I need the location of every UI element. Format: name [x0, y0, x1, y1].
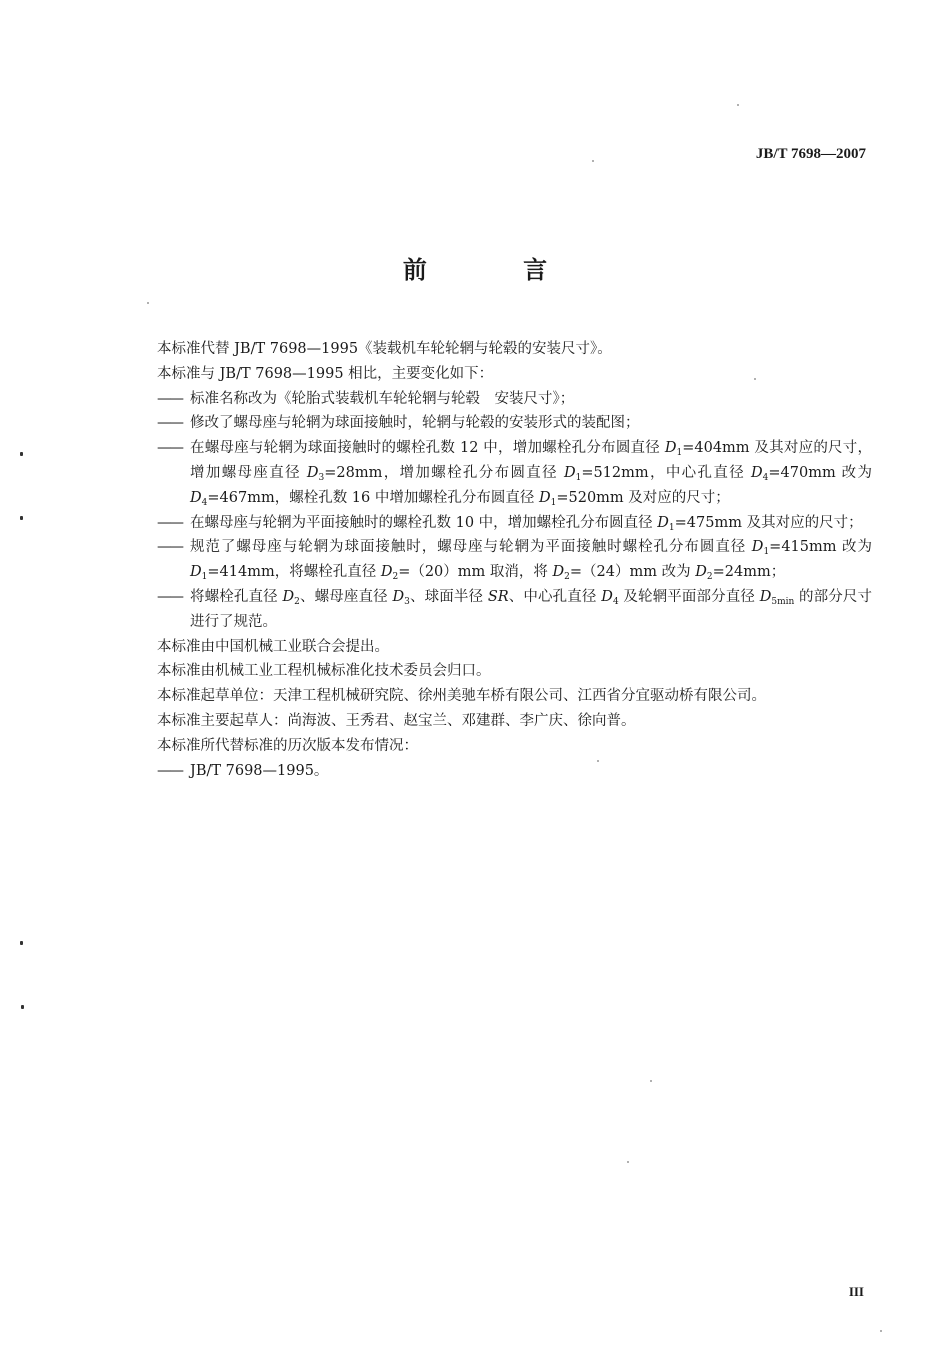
paragraph-drafters: 本标准主要起草人：尚海波、王秀君、赵宝兰、邓建群、李广庆、徐向普。 [157, 712, 636, 729]
history-item: —— JB/T 7698—1995。 [157, 759, 872, 784]
page-number: III [848, 1284, 864, 1299]
paragraph-replaces: 本标准代替 JB/T 7698—1995《装载机车轮轮辋与轮毂的安装尺寸》。 [157, 341, 612, 357]
standard-code: JB/T 7698—2007 [755, 146, 866, 162]
paragraph-committee: 本标准由机械工业工程机械标准化技术委员会归口。 [157, 663, 491, 680]
scan-speck [737, 104, 739, 106]
change-item-spherical-12: —— 在螺母座与轮辋为球面接触时的螺栓孔数 12 中，增加螺栓孔分布圆直径 $D_1=404mm$ 及其对应的尺寸，增加螺母座直径 $D_3=28mm$，增加螺栓孔分布圆直径 $D_1=512mm$，中心孔直径 $D_4=470mm$ 改为 $D_4=467mm$，螺栓孔数 16 中增加螺栓孔分布圆直径 $D_1=520mm$ 及对应的尺寸； [157, 436, 872, 510]
scan-speck [20, 516, 23, 520]
dash-bullet [157, 411, 182, 436]
scan-speck [754, 378, 756, 380]
dash-bullet [157, 535, 182, 560]
paragraph-drafting-units: 本标准起草单位：天津工程机械研究院、徐州美驰车桥有限公司、江西省分宜驱动桥有限公司。 [157, 688, 766, 705]
page-title: 前 言 [402, 255, 592, 284]
scan-speck [592, 160, 594, 162]
dash-bullet [157, 759, 182, 784]
scan-speck [627, 1161, 629, 1163]
foreword-body [157, 337, 872, 783]
dash-bullet [157, 436, 182, 461]
dash-bullet [157, 387, 182, 412]
scan-speck [20, 941, 23, 945]
paragraph-changes-intro: 本标准与 JB/T 7698—1995 相比，主要变化如下： [157, 365, 494, 382]
change-item-normalize: —— 规范了螺母座与轮辋为球面接触时，螺母座与轮辋为平面接触时螺栓孔分布圆直径 $D_1=415mm$ 改为 $D_1=414mm$，将螺栓孔直径 $D_2=(20)mm$ 取消，将 $D_2=(24)mm$ 改为 $D_2=24mm$； [157, 535, 872, 585]
scan-speck [20, 452, 23, 456]
dash-bullet [157, 585, 182, 610]
dash-bullet [157, 511, 182, 536]
scan-speck [597, 760, 599, 762]
change-item-assembly: —— 修改了螺母座与轮辋为球面接触时，轮辋与轮毂的安装形式的装配图； [157, 411, 872, 436]
scan-speck [21, 1005, 24, 1009]
scan-speck [147, 302, 149, 304]
change-item-dimensions: —— 将螺栓孔直径 $D_2$、螺母座直径 $D_3$、球面半径 SR、中心孔直径 $D_4$ 及轮辋平面部分直径 $D_{5min}$ 的部分尺寸进行了规范。 [157, 585, 872, 635]
scan-speck [880, 1330, 882, 1332]
change-item-title: —— 标准名称改为《轮胎式装载机车轮轮辋与轮毂 安装尺寸》； [157, 387, 872, 412]
scan-speck [650, 1080, 652, 1082]
paragraph-history: 本标准所代替标准的历次版本发布情况： [157, 737, 418, 754]
change-item-flat-10: —— 在螺母座与轮辋为平面接触时的螺栓孔数 10 中，增加螺栓孔分布圆直径 $D_1=475mm$ 及其对应的尺寸； [157, 511, 872, 536]
paragraph-proposer: 本标准由中国机械工业联合会提出。 [157, 638, 389, 655]
